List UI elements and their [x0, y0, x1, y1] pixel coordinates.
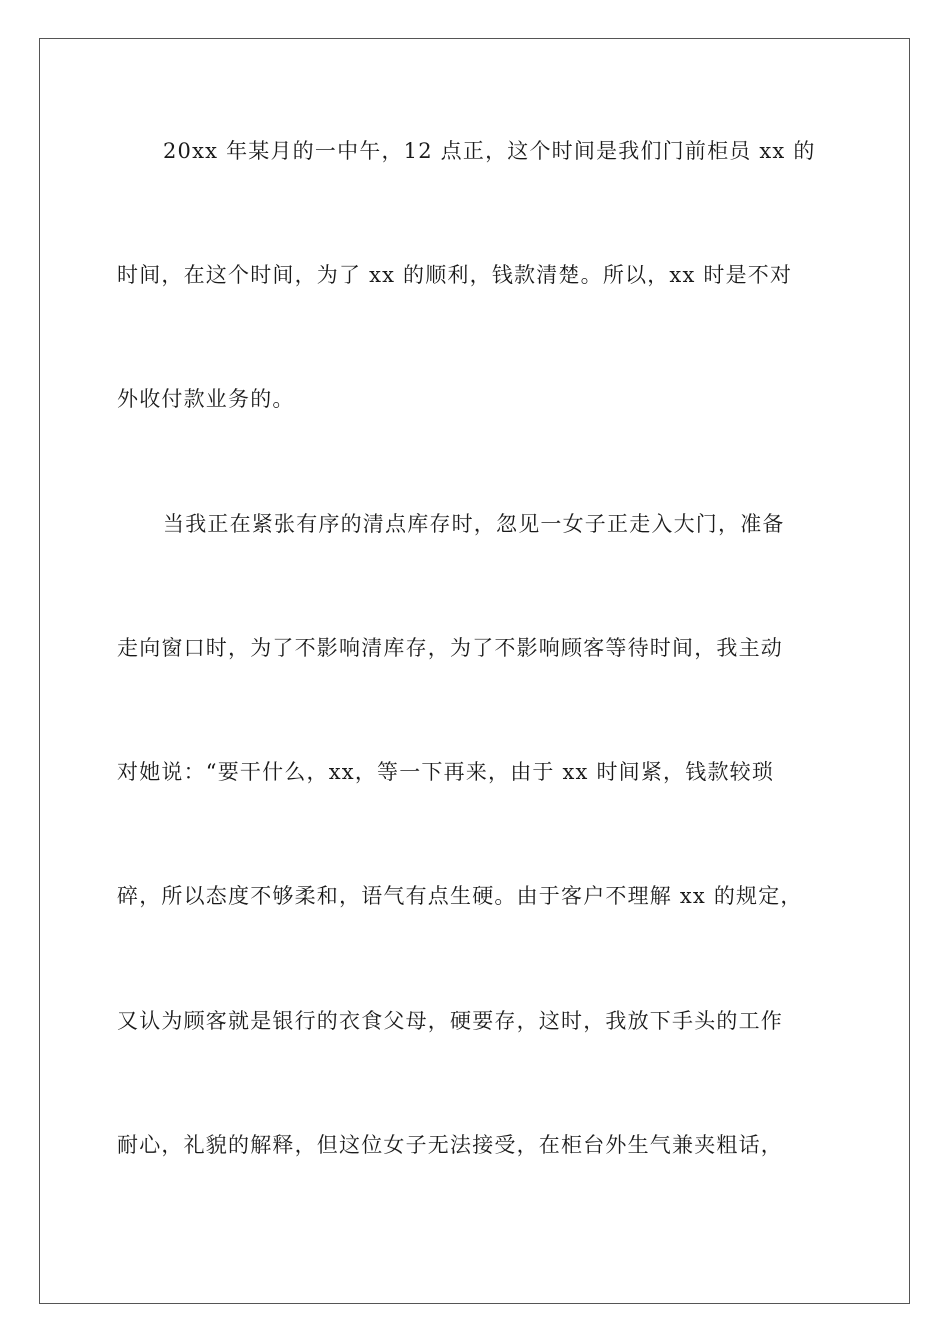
paragraph-1-line-1: 20xx 年某月的一中午，12 点正，这个时间是我们门前柜员 xx 的	[163, 139, 816, 163]
paragraph-2-line-2: 走向窗口时，为了不影响清库存，为了不影响顾客等待时间，我主动	[117, 636, 783, 660]
paragraph-1-line-3: 外收付款业务的。	[117, 387, 295, 411]
paragraph-2-line-5: 又认为顾客就是银行的衣食父母，硬要存，这时，我放下手头的工作	[117, 1009, 783, 1033]
paragraph-2-line-1: 当我正在紧张有序的清点库存时，忽见一女子正走入大门，准备	[163, 512, 785, 536]
paragraph-2-line-6: 耐心，礼貌的解释，但这位女子无法接受，在柜台外生气兼夹粗话，	[117, 1133, 783, 1157]
paragraph-2-line-4: 碎，所以态度不够柔和，语气有点生硬。由于客户不理解 xx 的规定，	[117, 884, 803, 908]
page-border	[39, 38, 910, 1304]
paragraph-1-line-2: 时间，在这个时间，为了 xx 的顺利，钱款清楚。所以，xx 时是不对	[117, 263, 793, 287]
paragraph-2-line-3: 对她说：“要干什么，xx，等一下再来，由于 xx 时间紧，钱款较琐	[117, 760, 775, 784]
